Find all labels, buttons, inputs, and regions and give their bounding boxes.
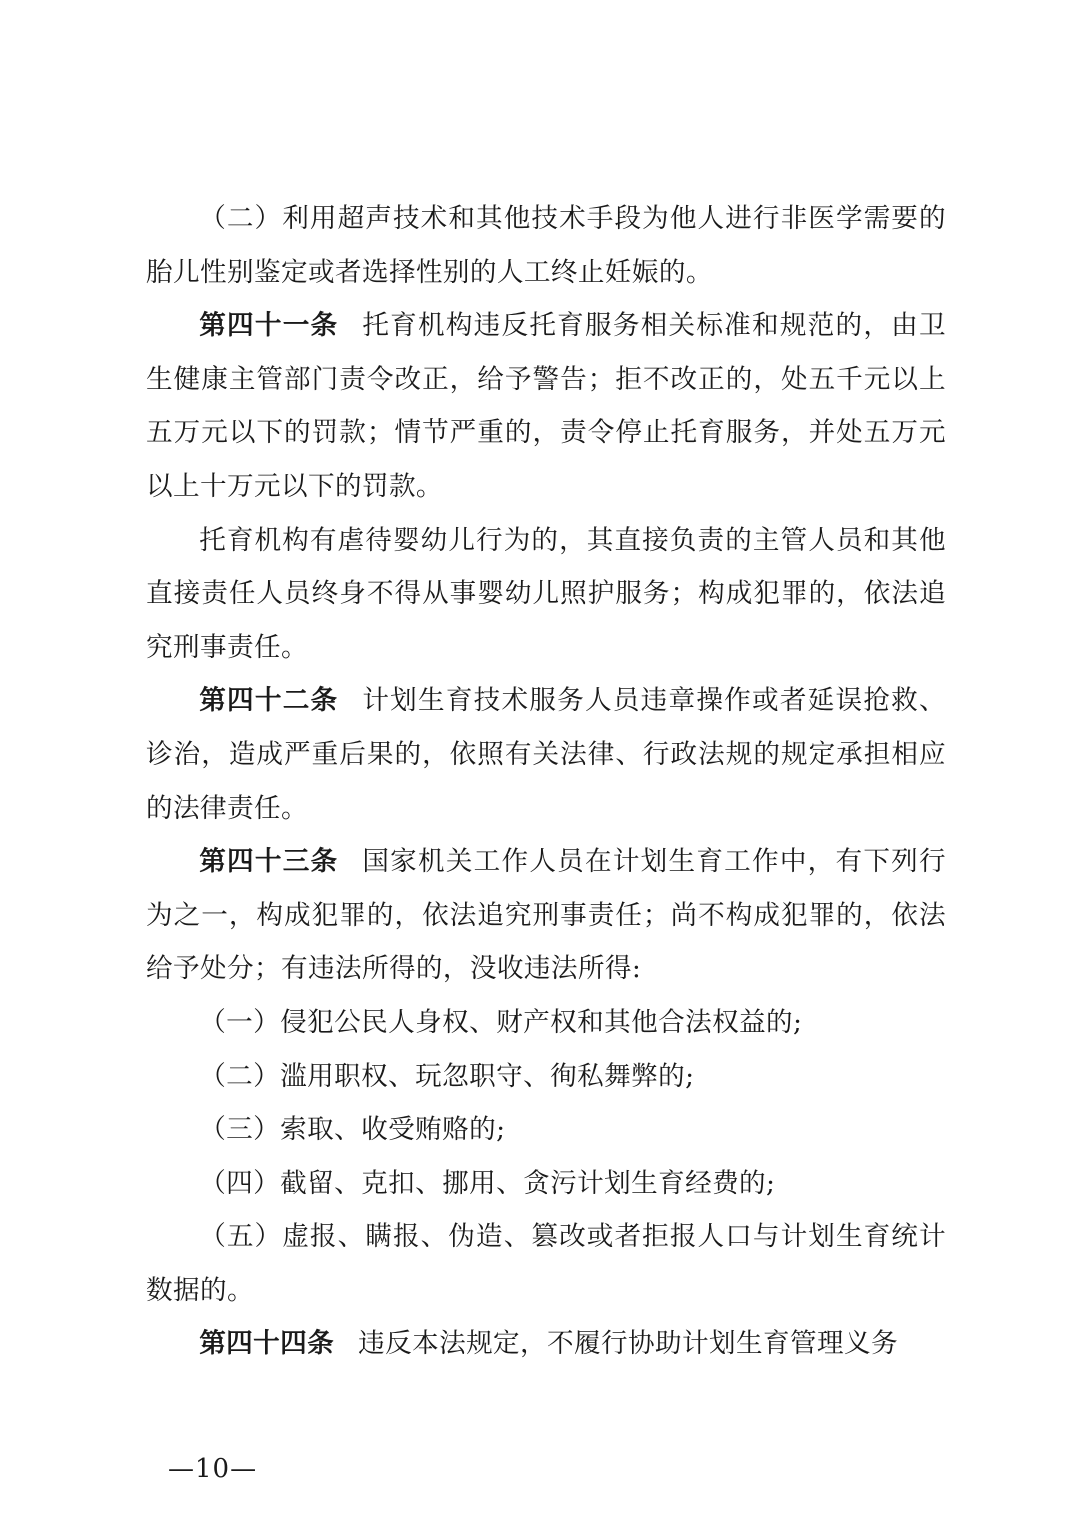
article-heading: 第四十二条 <box>199 685 339 717</box>
paragraph-text: 托育机构违反托育服务相关标准和规范的，由卫生健康主管部门责令改正，给予警告；拒不改正的，处五千元以上五万元以下的罚款；情节严重的，责令停止托育服务，并处五万元以上十万元以下的罚款。 <box>146 310 947 502</box>
paragraph <box>146 996 946 1050</box>
paragraph-text: 违反本法规定，不履行协助计划生育管理义务 <box>358 1328 898 1360</box>
paragraph-text: 托育机构有虐待婴幼儿行为的，其直接负责的主管人员和其他直接责任人员终身不得从事婴幼儿照护服务；构成犯罪的，依法追究刑事责任。 <box>146 524 946 663</box>
paragraph-text: （二）滥用职权、玩忽职守、徇私舞弊的; <box>199 1060 695 1092</box>
paragraph-text: （四）截留、克扣、挪用、贪污计划生育经费的; <box>199 1167 776 1199</box>
article-heading: 第四十四条 <box>199 1328 335 1360</box>
paragraph <box>146 1103 946 1157</box>
paragraph <box>146 514 946 675</box>
paragraph <box>146 835 946 996</box>
paragraph-text: （三）索取、收受贿赂的; <box>199 1114 506 1146</box>
page-number: —10— <box>168 1454 258 1484</box>
paragraph-text: 计划生育技术服务人员违章操作或者延误抢救、诊治，造成严重后果的，依照有关法律、行政法规的规定承担相应的法律责任。 <box>146 685 947 824</box>
paragraph <box>146 299 946 513</box>
paragraph <box>146 674 946 835</box>
paragraph-text: （五）虚报、瞒报、伪造、篡改或者拒报人口与计划生育统计数据的。 <box>146 1221 946 1306</box>
paragraph-text: 国家机关工作人员在计划生育工作中，有下列行为之一，构成犯罪的，依法追究刑事责任；尚不构成犯罪的，依法给予处分；有违法所得的，没收违法所得: <box>146 846 947 985</box>
body-text <box>146 192 946 1371</box>
paragraph <box>146 1157 946 1211</box>
article-heading: 第四十三条 <box>199 846 339 878</box>
paragraph-text: （二）利用超声技术和其他技术手段为他人进行非医学需要的胎儿性别鉴定或者选择性别的人工终止妊娠的。 <box>146 203 946 288</box>
paragraph <box>146 192 946 299</box>
article-heading: 第四十一条 <box>199 310 339 342</box>
paragraph <box>146 1210 946 1317</box>
paragraph-text: （一）侵犯公民人身权、财产权和其他合法权益的; <box>199 1006 803 1038</box>
paragraph <box>146 1317 946 1371</box>
paragraph <box>146 1050 946 1104</box>
